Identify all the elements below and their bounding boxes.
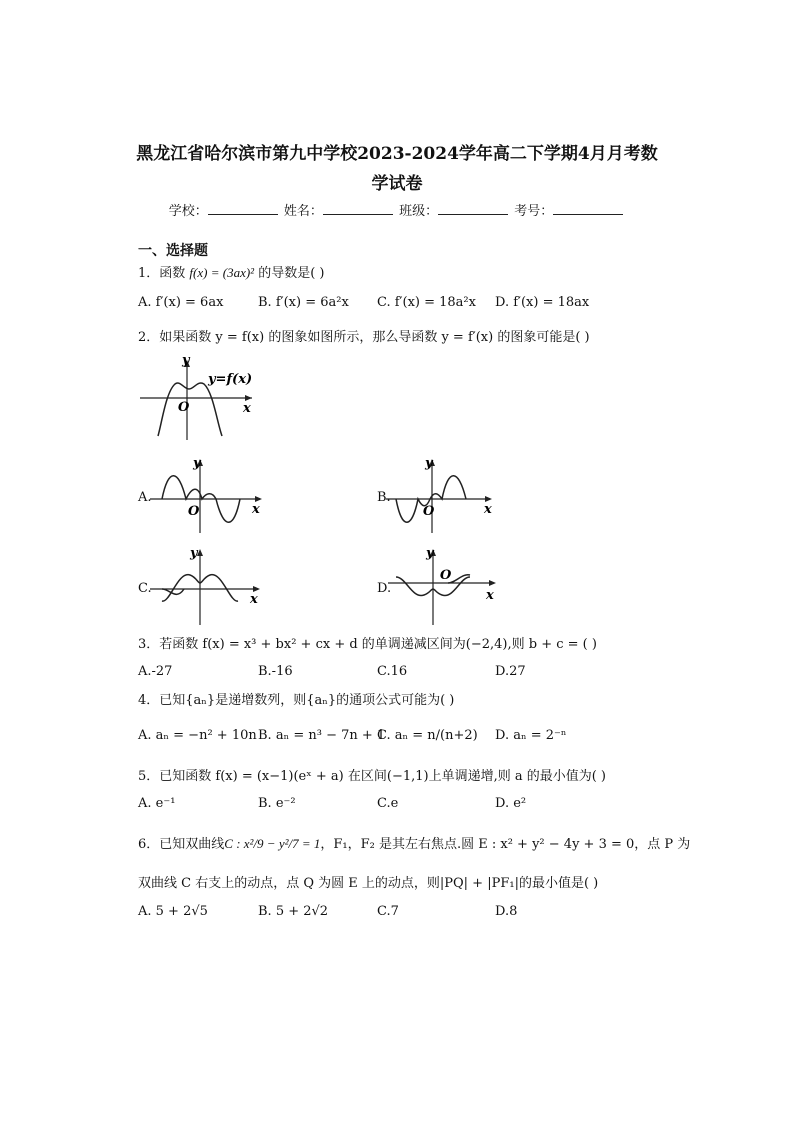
question-2-option-d[interactable]: D. [377,581,392,596]
question-2-option-b[interactable]: B. [377,490,391,505]
function-curve [158,383,222,436]
option-d-origin: O [440,568,452,583]
option-a-graph [150,455,265,535]
name-blank[interactable] [323,202,393,215]
class-blank[interactable] [438,202,508,215]
school-blank[interactable] [208,202,278,215]
question-6-option-c[interactable]: C.7 [377,904,399,919]
section-title: 一、选择题 [138,243,208,259]
page-title-line2: 学试卷 [371,174,423,194]
question-2-option-c[interactable]: C. [138,581,152,596]
question-1-suffix: 的导数是( ) [258,266,325,281]
option-c-y-label: y [190,546,198,561]
question-4-option-c[interactable]: C. aₙ = n/(n+2) [377,728,478,743]
question-5-option-a[interactable]: A. e⁻¹ [138,796,176,811]
option-c-graph [150,545,265,627]
option-d-x-label: x [486,588,494,603]
question-4-option-a[interactable]: A. aₙ = −n² + 10n [138,728,257,743]
option-d-y-label: y [426,546,434,561]
question-1 [138,262,324,281]
option-a-origin: O [188,504,200,519]
class-label: 班级： [399,204,439,219]
function-graph-figure [140,352,270,442]
x-axis-label: x [243,401,251,416]
question-6-option-b[interactable]: B. 5 + 2√2 [258,904,329,919]
question-4-option-b[interactable]: B. aₙ = n³ − 7n + 1 [258,728,386,743]
option-d-graph [388,545,503,627]
question-6-line-1 [138,833,690,852]
question-1-prefix: 1．函数 [138,266,186,281]
question-3-option-d[interactable]: D.27 [495,664,526,679]
question-2-option-a[interactable]: A. [138,490,152,505]
question-1-option-b[interactable]: B. f′(x) = 6a²x [258,295,349,310]
question-6-circle-text: ，F₁，F₂ 是其左右焦点.圆 E : x² + y² − 4y + 3 = 0，点 P 为 [320,837,691,852]
option-c-x-label: x [250,592,258,607]
question-5: 5．已知函数 f(x) = (x−1)(eˣ + a) 在区间(−1,1)上单调递增,则 a 的最小值为( ) [138,769,607,784]
question-1-option-a[interactable]: A. f′(x) = 6ax [138,295,224,310]
question-5-option-b[interactable]: B. e⁻² [258,796,296,811]
option-b-origin: O [423,504,435,519]
curve-label: y=f(x) [208,372,253,387]
question-5-option-c[interactable]: C.e [377,796,399,811]
exam-number-label: 考号： [514,204,554,219]
name-label: 姓名： [283,204,323,219]
option-b-graph [386,455,501,535]
question-6-prefix: 6．已知双曲线 [138,837,225,852]
student-info-fields [0,200,794,219]
school-label: 学校： [168,204,208,219]
question-5-option-d[interactable]: D. e² [495,796,527,811]
hyperbola-equation: C : x²/9 − y²/7 = 1 [224,836,321,851]
question-3-option-c[interactable]: C.16 [377,664,408,679]
option-a-x-label: x [252,502,260,517]
question-4-option-d[interactable]: D. aₙ = 2⁻ⁿ [495,728,567,743]
question-2: 2．如果函数 y = f(x) 的图象如图所示，那么导函数 y = f′(x) 的图象可能是( ) [138,330,590,345]
question-3-option-a[interactable]: A.-27 [138,664,173,679]
exam-number-blank[interactable] [553,202,623,215]
question-6-line-2: 双曲线 C 右支上的动点，点 Q 为圆 E 上的动点，则|PQ| + |PF₁|的最小值是( ) [138,876,599,891]
y-axis-label: y [182,353,190,368]
question-4: 4．已知{aₙ}是递增数列，则{aₙ}的通项公式可能为( ) [138,693,455,708]
question-6-option-a[interactable]: A. 5 + 2√5 [138,904,208,919]
question-6-option-d[interactable]: D.8 [495,904,518,919]
option-b-y-label: y [425,456,433,471]
option-a-y-label: y [193,456,201,471]
question-1-expr: f(x) = (3ax)² [189,265,255,280]
origin-label: O [178,400,190,415]
option-b-x-label: x [484,502,492,517]
question-3-option-b[interactable]: B.-16 [258,664,293,679]
question-3: 3．若函数 f(x) = x³ + bx² + cx + d 的单调递减区间为(−2,4),则 b + c = ( ) [138,637,597,652]
question-1-option-d[interactable]: D. f′(x) = 18ax [495,295,590,310]
question-1-option-c[interactable]: C. f′(x) = 18a²x [377,295,476,310]
page-title: 黑龙江省哈尔滨市第九中学校2023-2024学年高二下学期4月月考数 [136,144,658,164]
